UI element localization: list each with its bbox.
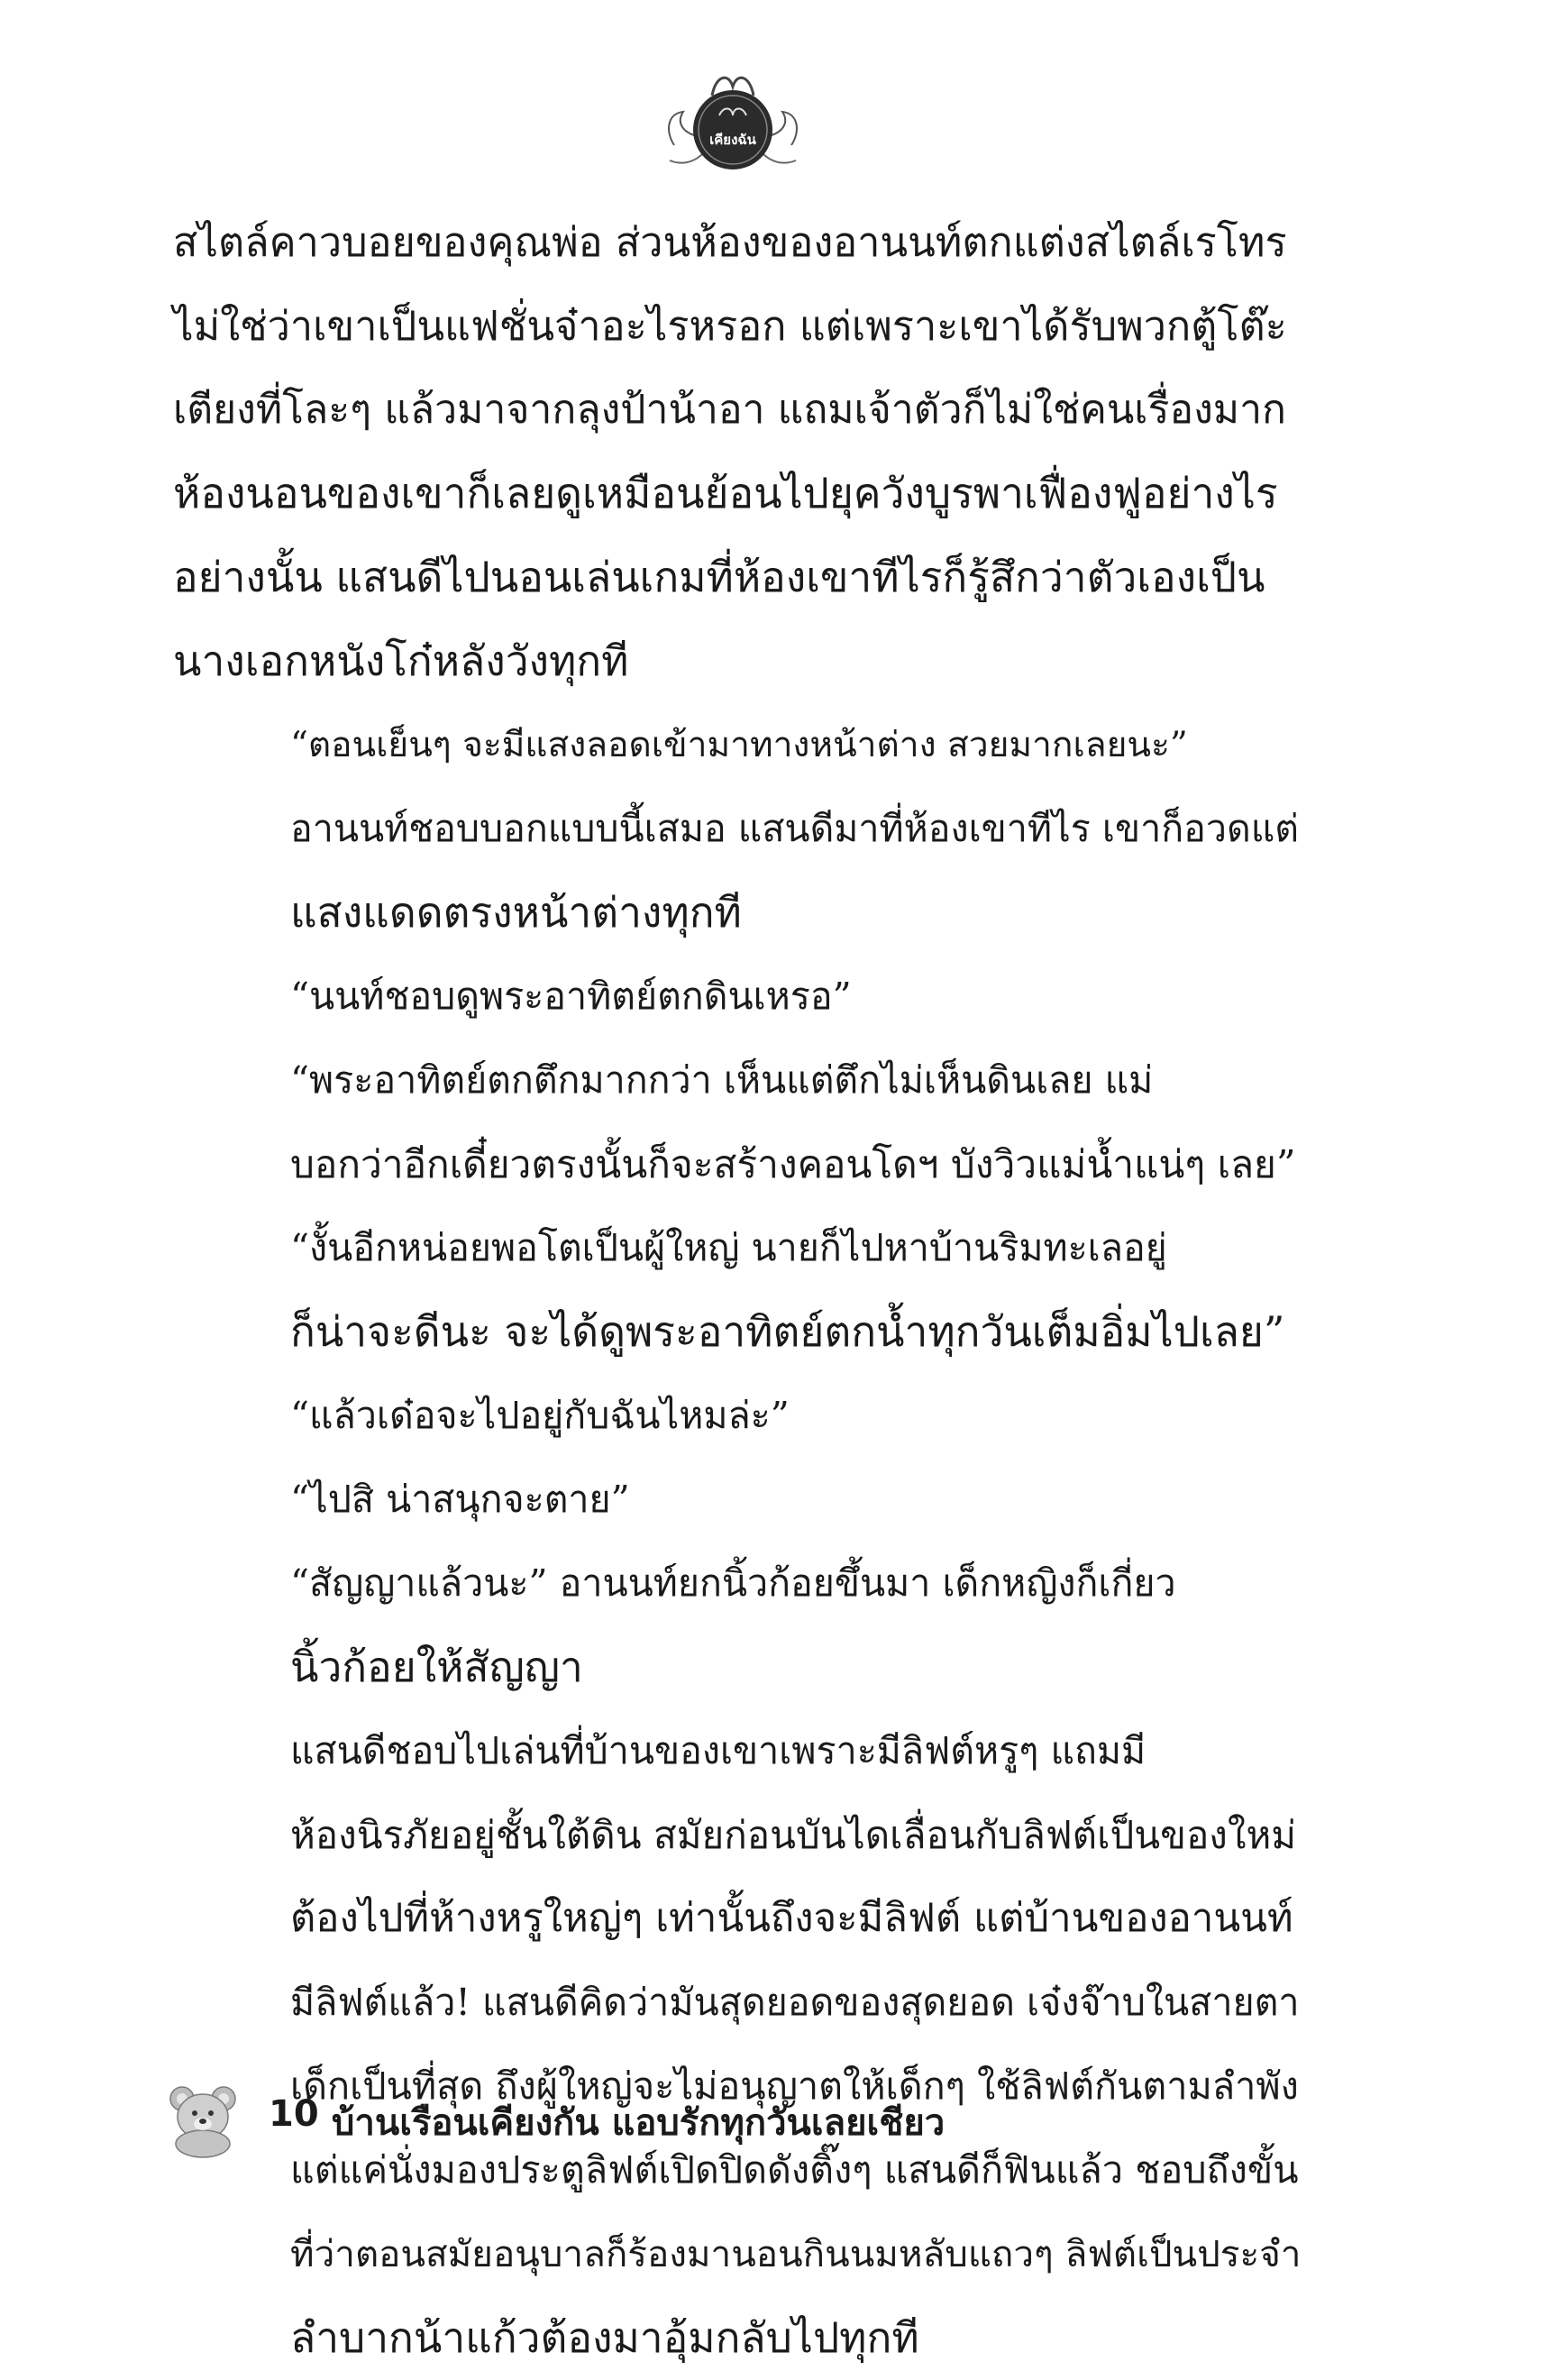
text-line: แสนดีชอบไปเล่นที่บ้านของเขาเพราะมีลิฟต์หรูๆ แถมมี xyxy=(290,1729,1147,1772)
book-title: บ้านเรือนเคียงกัน แอบรักทุกวันเลยเชียว xyxy=(332,2102,946,2144)
text-line: อานนท์ชอบบอกแบบนี้เสมอ แสนดีมาที่ห้องเขาทีไร เขาก็อวดแต่ xyxy=(290,807,1299,850)
text-line: เด็กเป็นที่สุด ถึงผู้ใหญ่จะไม่อนุญาตให้เด็กๆ ใช้ลิฟต์กันตามลำพัง xyxy=(290,2064,1299,2108)
text-line: “สัญญาแล้วนะ” อานนท์ยกนิ้วก้อยขึ้นมา เด็กหญิงก็เกี่ยว xyxy=(290,1561,1176,1605)
text-line: ก็น่าจะดีนะ จะได้ดูพระอาทิตย์ตกน้ำทุกวันเต็มอิ่มไปเลย” xyxy=(290,1307,1285,1356)
paragraph xyxy=(173,1374,1287,1458)
paragraph xyxy=(173,200,1287,703)
paragraph xyxy=(173,1709,1302,2380)
paragraph xyxy=(173,955,1287,1039)
text-line: แต่แค่นั่งมองประตูลิฟต์เปิดปิดดังติ๊งๆ แสนดีก็ฟินแล้ว ชอบถึงขั้น xyxy=(290,2148,1299,2192)
story-body-text xyxy=(173,200,1302,2380)
text-line: นิ้วก้อยให้สัญญา xyxy=(290,1643,583,1691)
text-line: นางเอกหนังโก๋หลังวังทุกที xyxy=(173,636,629,685)
paragraph xyxy=(173,1458,1287,1542)
emblem-text: เคียงฉัน xyxy=(709,132,756,148)
text-line: บอกว่าอีกเดี๋ยวตรงนั้นก็จะสร้างคอนโดฯ บังวิวแม่น้ำแน่ๆ เลย” xyxy=(290,1142,1296,1186)
text-line: ลำบากน้าแก้วต้องมาอุ้มกลับไปทุกที xyxy=(290,2313,919,2362)
text-line: “นนท์ชอบดูพระอาทิตย์ตกดินเหรอ” xyxy=(290,975,852,1018)
text-line: แสงแดดตรงหน้าต่างทุกที xyxy=(290,888,742,937)
paragraph xyxy=(173,1542,1287,1709)
paragraph xyxy=(173,1206,1287,1374)
text-line: อย่างนั้น แสนดีไปนอนเล่นเกมที่ห้องเขาทีไรก็รู้สึกว่าตัวเองเป็น xyxy=(173,553,1265,601)
paragraph xyxy=(173,703,1299,955)
page-number: 10 xyxy=(269,2093,319,2135)
page-footer xyxy=(162,2073,1064,2164)
text-line: ไม่ใช่ว่าเขาเป็นแฟชั่นจ๋าอะไรหรอก แต่เพราะเขาได้รับพวกตู้โต๊ะ xyxy=(173,302,1287,350)
text-line: “ไปสิ น่าสนุกจะตาย” xyxy=(290,1478,630,1521)
text-line: “พระอาทิตย์ตกตึกมากกว่า เห็นแต่ตึกไม่เห็นดินเลย แม่ xyxy=(290,1058,1154,1102)
text-line: ที่ว่าตอนสมัยอนุบาลก็ร้องมานอนกินนมหลับแถวๆ ลิฟต์เป็นประจำ xyxy=(290,2233,1302,2275)
text-line: “งั้นอีกหน่อยพอโตเป็นผู้ใหญ่ นายก็ไปหาบ้านริมทะเลอยู่ xyxy=(290,1226,1167,1269)
teddy-bear-icon xyxy=(162,2079,243,2160)
text-line: ห้องนิรภัยอยู่ชั้นใต้ดิน สมัยก่อนบันไดเลื่อนกับลิฟต์เป็นของใหม่ xyxy=(290,1813,1297,1857)
text-line: มีลิฟต์แล้ว! แสนดีคิดว่ามันสุดยอดของสุดยอด เจ๋งจ๊าบในสายตา xyxy=(290,1981,1300,2024)
text-line: ต้องไปที่ห้างหรูใหญ่ๆ เท่านั้นถึงจะมีลิฟต์ แต่บ้านของอานนท์ xyxy=(290,1896,1293,1941)
text-line: “แล้วเด๋อจะไปอยู่กับฉันไหมล่ะ” xyxy=(290,1394,790,1437)
text-line: “ตอนเย็นๆ จะมีแสงลอดเข้ามาทางหน้าต่าง สวยมากเลยนะ” xyxy=(290,725,1188,765)
ornate-chapter-emblem-icon xyxy=(656,60,809,186)
text-line: เตียงที่โละๆ แล้วมาจากลุงป้าน้าอา แถมเจ้าตัวก็ไม่ใช่คนเรื่องมาก xyxy=(173,387,1286,433)
paragraph xyxy=(173,1039,1296,1206)
text-line: ห้องนอนของเขาก็เลยดูเหมือนย้อนไปยุควังบูรพาเฟื่องฟูอย่างไร xyxy=(173,469,1278,517)
text-line: สไตล์คาวบอยของคุณพ่อ ส่วนห้องของอานนท์ตกแต่งสไตล์เรโทร xyxy=(173,218,1287,266)
